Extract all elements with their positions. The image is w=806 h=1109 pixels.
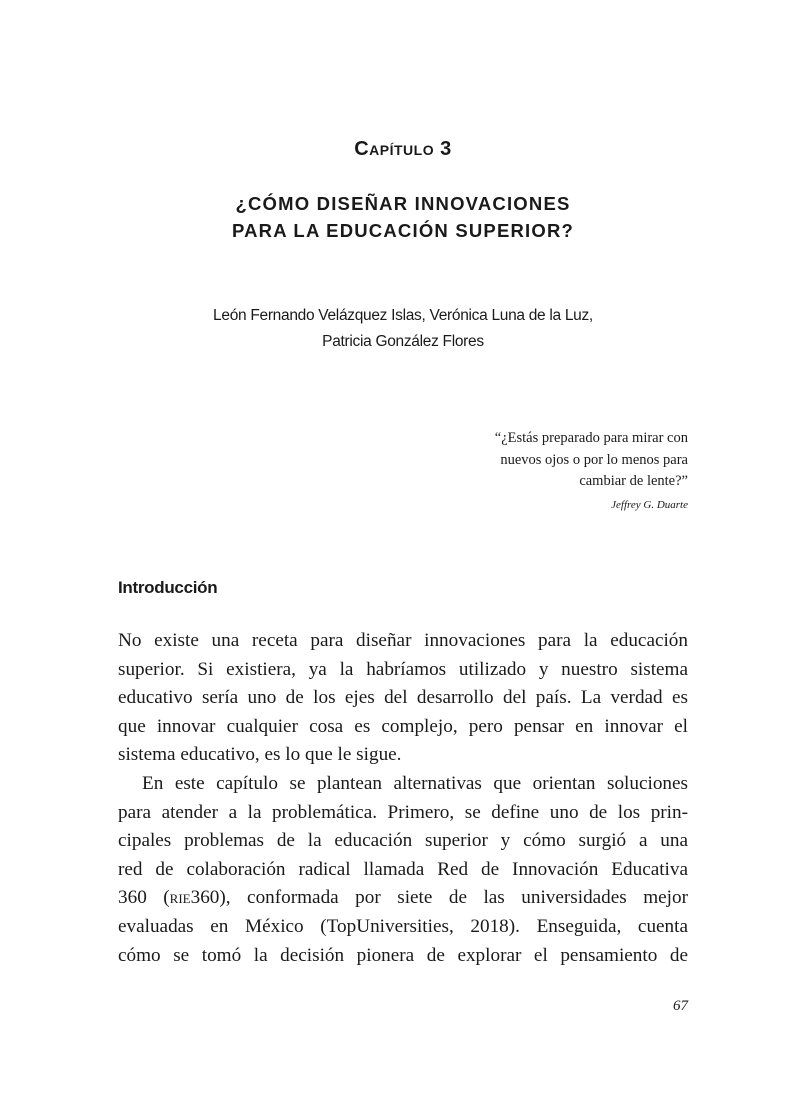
paragraph-line: educativo sería uno de los ejes del desarrollo del país. La verdad es	[118, 687, 688, 709]
line-text: 360), conformada por siete de las universidades mejor	[190, 887, 688, 909]
body-text	[118, 627, 688, 970]
epigraph-line: “¿Estás preparado para mirar con	[494, 430, 688, 446]
paragraph-line: red de colaboración radical llamada Red de Innovación Educativa	[118, 858, 688, 880]
chapter-label: Capítulo 3	[354, 138, 452, 160]
epigraph-line: nuevos ojos o por lo menos para	[500, 451, 688, 468]
epigraph-quote	[388, 428, 688, 493]
paragraph-line: evaluadas en México (TopUniversities, 2018). Enseguida, cuenta	[118, 915, 688, 937]
abbreviation: rie	[169, 887, 191, 909]
paragraph-line: cipales problemas de la educación superior y cómo surgió a una	[118, 830, 688, 852]
epigraph-line: cambiar de lente?”	[579, 473, 688, 489]
paragraph-line: cómo se tomó la decisión pionera de explorar el pensamiento de	[118, 944, 688, 966]
section-heading: Introducción	[118, 578, 218, 597]
paragraph-line: sistema educativo, es lo que le sigue.	[118, 744, 402, 766]
authors-line: Patricia González Flores	[322, 333, 484, 350]
chapter-title-line: PARA LA EDUCACIÓN SUPERIOR?	[231, 220, 575, 241]
chapter-title-line: ¿CÓMO DISEÑAR INNOVACIONES	[235, 193, 571, 214]
paragraph-line: que innovar cualquier cosa es complejo, pero pensar en innovar el	[118, 715, 688, 737]
epigraph-author: Jeffrey G. Duarte	[611, 499, 688, 511]
line-text: 360 (	[118, 887, 170, 909]
chapter-title	[0, 190, 806, 244]
page-number: 67	[673, 998, 688, 1014]
paragraph-line: En este capítulo se plantean alternativas que orientan soluciones	[142, 772, 688, 794]
paragraph-line	[118, 884, 688, 913]
paragraph-line: superior. Si existiera, ya la habríamos utilizado y nuestro sistema	[118, 658, 688, 680]
authors-line: León Fernando Velázquez Islas, Verónica Luna de la Luz,	[213, 307, 593, 324]
paragraph-line: para atender a la problemática. Primero, se define uno de los prin-	[118, 801, 688, 823]
paragraph-line: No existe una receta para diseñar innovaciones para la educación	[118, 630, 688, 651]
authors	[0, 303, 806, 355]
